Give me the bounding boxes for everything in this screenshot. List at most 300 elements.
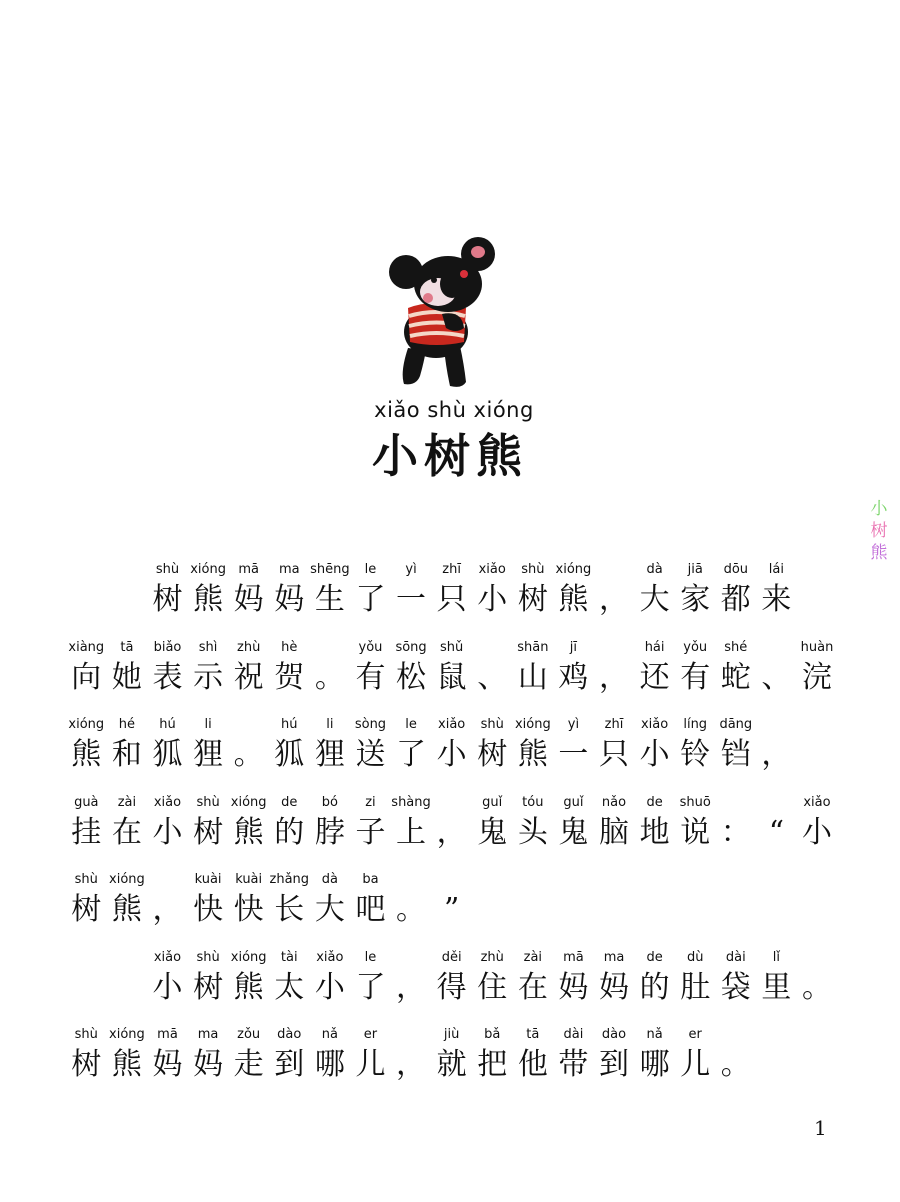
hanzi: 家	[680, 582, 711, 617]
pinyin: zǒu	[237, 1027, 261, 1042]
pinyin: dà	[646, 562, 663, 577]
pinyin: zi	[365, 794, 376, 810]
hanzi: 妈	[193, 1047, 224, 1082]
hanzi: 树	[477, 737, 508, 772]
hanzi: 只	[436, 582, 467, 617]
hanzi: 一	[396, 582, 427, 617]
hanzi: 熊	[558, 582, 589, 617]
pinyin: guǐ	[482, 794, 503, 810]
pinyin: dào	[601, 1027, 627, 1042]
pinyin: xiǎo	[153, 794, 182, 810]
pinyin: sòng	[354, 717, 387, 732]
pinyin: hú	[281, 717, 298, 732]
ruby-char	[188, 793, 229, 853]
pinyin: shān	[517, 639, 549, 655]
text-line	[147, 560, 797, 620]
pinyin: nǎ	[646, 1027, 663, 1042]
title-hanzi: 小树熊	[372, 429, 528, 483]
ruby-char	[228, 1025, 269, 1085]
hanzi: 了	[396, 737, 427, 772]
hanzi: 鬼	[477, 814, 508, 850]
hanzi: 快	[233, 892, 264, 927]
ruby-char	[716, 560, 757, 620]
pinyin: lǐ	[772, 949, 780, 965]
pinyin: shǔ	[440, 639, 464, 655]
hanzi: ，	[599, 659, 630, 695]
hanzi: 树	[71, 1047, 102, 1082]
pinyin: hè	[281, 639, 298, 655]
ruby-char	[634, 560, 675, 620]
ruby-char	[634, 948, 675, 1008]
hanzi: 在	[111, 814, 142, 850]
pinyin: dào	[277, 1027, 302, 1042]
punctuation	[431, 793, 472, 853]
hanzi: 头	[517, 814, 548, 850]
pinyin: xióng	[109, 872, 145, 887]
ruby-char	[472, 715, 513, 775]
ruby-char	[228, 870, 269, 930]
ruby-char	[553, 560, 594, 620]
hanzi: 有	[355, 659, 386, 695]
hanzi: 小	[152, 969, 183, 1005]
ruby-char	[269, 1025, 310, 1085]
ruby-char	[756, 560, 797, 620]
hanzi: 有	[680, 659, 711, 695]
pinyin: bó	[321, 794, 338, 810]
punctuation	[391, 1025, 432, 1085]
hanzi: 肚	[680, 969, 711, 1005]
pinyin: shé	[724, 639, 748, 655]
hanzi: 小	[436, 737, 467, 772]
ruby-char	[675, 638, 716, 698]
pinyin: hái	[644, 639, 665, 655]
pinyin: guà	[74, 794, 99, 810]
ruby-char	[513, 715, 554, 775]
hanzi: 了	[355, 969, 386, 1005]
pinyin: zhī	[604, 717, 624, 732]
punctuation	[797, 948, 838, 1008]
hanzi: 小	[639, 737, 670, 772]
pinyin: ba	[362, 872, 379, 887]
pinyin: jiā	[687, 562, 703, 577]
text-line	[66, 870, 472, 930]
hanzi: 地	[639, 814, 670, 850]
punctuation	[756, 715, 797, 775]
pinyin: zài	[523, 949, 543, 965]
pinyin: mā	[563, 949, 584, 965]
hanzi: 的	[274, 814, 305, 850]
hanzi: 子	[355, 814, 386, 850]
hanzi: 狐	[152, 737, 183, 772]
ruby-char	[66, 715, 107, 775]
ruby-char	[147, 793, 188, 853]
pinyin: hé	[118, 717, 136, 732]
ruby-char	[391, 638, 432, 698]
pinyin: sōng	[395, 639, 427, 655]
ruby-char	[675, 715, 716, 775]
pinyin: kuài	[194, 872, 222, 887]
ruby-char	[594, 1025, 635, 1085]
pinyin: tài	[280, 949, 298, 965]
hanzi: 儿	[355, 1047, 386, 1082]
hanzi: 狸	[193, 737, 224, 772]
side-tab-title	[866, 498, 892, 564]
punctuation	[716, 793, 757, 853]
ruby-char	[594, 793, 635, 853]
ruby-char	[107, 870, 148, 930]
ruby-char	[228, 638, 269, 698]
ruby-char	[431, 560, 472, 620]
story-title	[0, 398, 900, 486]
pinyin: le	[364, 562, 377, 577]
hanzi: 住	[477, 969, 508, 1005]
pinyin: shù	[155, 562, 180, 577]
text-line	[66, 715, 797, 775]
hanzi: 一	[558, 737, 589, 772]
ruby-char	[66, 793, 107, 853]
hanzi: 鸡	[558, 659, 589, 695]
hanzi: 熊	[193, 582, 224, 617]
hanzi: 铛	[720, 737, 751, 772]
pinyin: mā	[157, 1027, 178, 1042]
hanzi: 小	[801, 814, 832, 850]
ruby-char	[188, 948, 229, 1008]
pinyin: děi	[441, 949, 462, 965]
side-tab-char: 小	[870, 499, 888, 519]
hanzi: 表	[152, 659, 183, 695]
ruby-char	[310, 793, 351, 853]
pinyin: xióng	[190, 562, 226, 577]
hanzi: 快	[193, 892, 224, 927]
pinyin: tóu	[522, 794, 544, 810]
ruby-char	[107, 793, 148, 853]
ruby-char	[391, 793, 432, 853]
pinyin: xiǎo	[316, 949, 344, 965]
hanzi: 妈	[558, 969, 589, 1005]
hanzi: 得	[436, 969, 467, 1005]
ruby-char	[350, 638, 391, 698]
pinyin: xiǎo	[153, 949, 182, 965]
pinyin: zài	[117, 794, 137, 810]
ruby-char	[269, 638, 310, 698]
ruby-char	[269, 870, 310, 930]
ruby-char	[391, 560, 432, 620]
punctuation	[756, 638, 797, 698]
pinyin: er	[688, 1027, 702, 1042]
text-line	[66, 1025, 756, 1085]
hanzi: 儿	[680, 1047, 711, 1082]
ruby-char	[269, 560, 310, 620]
hanzi: 送	[355, 737, 386, 772]
hanzi: 妈	[599, 969, 630, 1005]
ruby-char	[147, 560, 188, 620]
hanzi: ：	[720, 814, 751, 850]
pinyin: zhù	[237, 639, 261, 655]
ruby-char	[594, 948, 635, 1008]
ruby-char	[350, 870, 391, 930]
hanzi: 还	[639, 659, 670, 695]
hanzi: 小	[477, 582, 508, 617]
hanzi: 狐	[274, 737, 305, 772]
hanzi: 狸	[314, 737, 345, 772]
pinyin: xiǎo	[640, 717, 669, 732]
hanzi: 哪	[314, 1047, 345, 1082]
koala-eye	[460, 270, 468, 278]
ruby-char	[513, 948, 554, 1008]
hanzi: “	[768, 814, 785, 850]
hanzi: 、	[477, 659, 508, 695]
ruby-char	[675, 560, 716, 620]
ruby-char	[756, 948, 797, 1008]
hanzi: 妈	[274, 582, 305, 617]
pinyin: hú	[159, 717, 176, 732]
ruby-char	[472, 1025, 513, 1085]
hanzi: 上	[396, 814, 427, 850]
ruby-char	[472, 948, 513, 1008]
hanzi: 脑	[599, 814, 630, 850]
ruby-char	[716, 948, 757, 1008]
ruby-char	[634, 638, 675, 698]
ruby-char	[66, 870, 107, 930]
hanzi: 在	[517, 969, 548, 1005]
pinyin: yǒu	[358, 639, 383, 655]
hanzi: 到	[599, 1047, 630, 1082]
pinyin: shēng	[310, 562, 350, 577]
hanzi: 山	[517, 659, 548, 695]
hanzi: 。	[314, 659, 345, 695]
pinyin: dài	[563, 1027, 584, 1042]
hanzi: 生	[314, 582, 345, 617]
ruby-char	[188, 638, 229, 698]
pinyin: xiǎo	[478, 562, 506, 577]
pinyin: er	[363, 1027, 378, 1042]
hanzi: ，	[599, 582, 630, 617]
pinyin: xiǎo	[803, 794, 831, 810]
punctuation	[431, 870, 472, 930]
hanzi: 。	[233, 737, 264, 772]
ruby-char	[269, 793, 310, 853]
ruby-char	[66, 638, 107, 698]
hanzi: 松	[396, 659, 427, 695]
pinyin: nǎ	[321, 1027, 338, 1042]
hanzi: 。	[720, 1047, 751, 1082]
pinyin: biǎo	[153, 639, 182, 655]
ruby-char	[350, 560, 391, 620]
hanzi: 说	[680, 814, 711, 850]
ruby-char	[513, 638, 554, 698]
pinyin: de	[281, 794, 298, 810]
hanzi: ，	[396, 1047, 427, 1082]
text-line	[66, 638, 837, 698]
hanzi: 祝	[233, 659, 264, 695]
pinyin: yǒu	[683, 639, 708, 655]
punctuation	[716, 1025, 757, 1085]
ruby-char	[431, 948, 472, 1008]
pinyin: dōu	[723, 562, 749, 577]
ruby-char	[634, 1025, 675, 1085]
hanzi: 的	[639, 969, 670, 1005]
pinyin: de	[646, 794, 663, 810]
text-line	[147, 948, 837, 1008]
hanzi: 鼠	[436, 659, 467, 695]
pinyin: huàn	[800, 639, 834, 655]
pinyin: xióng	[109, 1027, 145, 1042]
pinyin: jī	[569, 639, 578, 655]
punctuation	[391, 870, 432, 930]
pinyin: guǐ	[563, 794, 584, 810]
punctuation	[594, 638, 635, 698]
pinyin: le	[364, 949, 377, 965]
ruby-char	[553, 715, 594, 775]
ruby-char	[553, 948, 594, 1008]
pinyin: yì	[567, 717, 580, 732]
hanzi: 熊	[233, 814, 264, 850]
hanzi: 来	[761, 582, 792, 617]
ruby-char	[188, 715, 229, 775]
punctuation	[310, 638, 351, 698]
pinyin: nǎo	[601, 794, 627, 810]
hanzi: 走	[233, 1047, 264, 1082]
hanzi: 太	[274, 969, 305, 1005]
ruby-char	[513, 1025, 554, 1085]
ruby-char	[310, 948, 351, 1008]
ruby-char	[350, 715, 391, 775]
pinyin: le	[405, 717, 417, 732]
ruby-char	[513, 793, 554, 853]
hanzi: 、	[761, 659, 792, 695]
hanzi: 。	[396, 892, 427, 927]
hanzi: 把	[477, 1047, 508, 1082]
ruby-char	[228, 948, 269, 1008]
hanzi: 到	[274, 1047, 305, 1082]
ruby-char	[147, 638, 188, 698]
pinyin: shù	[74, 872, 98, 887]
ruby-char	[147, 715, 188, 775]
pinyin: xióng	[230, 949, 267, 965]
title-pinyin: xiǎo shù xióng	[374, 398, 534, 422]
ruby-char	[675, 1025, 716, 1085]
ruby-char	[553, 1025, 594, 1085]
ruby-char	[350, 948, 391, 1008]
pinyin: shù	[196, 949, 220, 965]
hanzi: 袋	[720, 969, 751, 1005]
ruby-char	[594, 715, 635, 775]
pinyin: dài	[725, 949, 746, 965]
pinyin: mā	[238, 562, 259, 577]
pinyin: shàng	[391, 794, 431, 810]
pinyin: shù	[480, 717, 504, 732]
pinyin: zhǎng	[269, 872, 310, 887]
hanzi: 鬼	[558, 814, 589, 850]
hanzi: 了	[355, 582, 386, 617]
hanzi: 挂	[71, 814, 102, 850]
ruby-char	[634, 793, 675, 853]
hanzi: 。	[801, 969, 832, 1005]
hanzi: ，	[436, 814, 467, 850]
hanzi: 树	[152, 582, 183, 617]
hanzi: 熊	[111, 1047, 142, 1082]
pinyin: xióng	[68, 717, 105, 732]
hanzi: 大	[314, 892, 345, 927]
hanzi: 哪	[639, 1047, 670, 1082]
pinyin: xiǎo	[438, 717, 466, 732]
hanzi: 吧	[355, 892, 386, 927]
punctuation	[391, 948, 432, 1008]
hanzi: 蛇	[720, 659, 751, 695]
pinyin: xióng	[230, 794, 267, 810]
hanzi: 大	[639, 582, 670, 617]
pinyin: ma	[278, 562, 300, 577]
ruby-char	[472, 560, 513, 620]
ruby-char	[472, 793, 513, 853]
ruby-char	[553, 793, 594, 853]
ruby-char	[147, 1025, 188, 1085]
hanzi: 示	[193, 659, 224, 695]
ruby-char	[797, 793, 838, 853]
ruby-char	[431, 1025, 472, 1085]
ruby-char	[513, 560, 554, 620]
pinyin: dà	[321, 872, 338, 887]
hanzi: 妈	[233, 582, 264, 617]
hanzi: 她	[111, 659, 142, 695]
hanzi: 就	[436, 1047, 467, 1082]
hanzi: 里	[761, 969, 792, 1005]
pinyin: bǎ	[484, 1027, 501, 1042]
pinyin: xióng	[514, 717, 551, 732]
hanzi: 他	[517, 1047, 548, 1082]
koala-ear-inner	[471, 246, 485, 258]
pinyin: dù	[686, 949, 704, 965]
pinyin: ma	[603, 949, 625, 965]
pinyin: jiù	[443, 1027, 460, 1042]
hanzi: 向	[71, 659, 102, 695]
hanzi: 树	[193, 814, 224, 850]
ruby-char	[675, 948, 716, 1008]
hanzi: 熊	[111, 892, 142, 927]
ruby-char	[107, 638, 148, 698]
ruby-char	[188, 870, 229, 930]
hanzi: 浣	[801, 659, 832, 695]
ruby-char	[107, 715, 148, 775]
ruby-char	[269, 948, 310, 1008]
koala-eye	[431, 277, 437, 283]
hanzi: 树	[193, 969, 224, 1005]
pinyin: tā	[526, 1027, 540, 1042]
pinyin: líng	[683, 717, 708, 732]
ruby-char	[147, 948, 188, 1008]
ruby-char	[269, 715, 310, 775]
ruby-char	[228, 793, 269, 853]
punctuation	[594, 560, 635, 620]
hanzi: 脖	[314, 814, 345, 850]
pinyin: shì	[198, 639, 218, 655]
side-tab-char: 树	[870, 521, 888, 541]
ruby-char	[634, 715, 675, 775]
hanzi: 熊	[233, 969, 264, 1005]
ruby-char	[350, 793, 391, 853]
pinyin: kuài	[235, 872, 263, 887]
pinyin: shù	[74, 1027, 98, 1042]
koala-cheek	[423, 293, 433, 303]
hanzi: ，	[152, 892, 183, 927]
hanzi: 和	[111, 737, 142, 772]
side-tab-char: 熊	[870, 543, 888, 563]
hanzi: 只	[599, 737, 630, 772]
pinyin: shù	[521, 562, 545, 577]
hanzi: 都	[720, 582, 751, 617]
hanzi: 小	[314, 969, 345, 1005]
ruby-char	[188, 560, 229, 620]
